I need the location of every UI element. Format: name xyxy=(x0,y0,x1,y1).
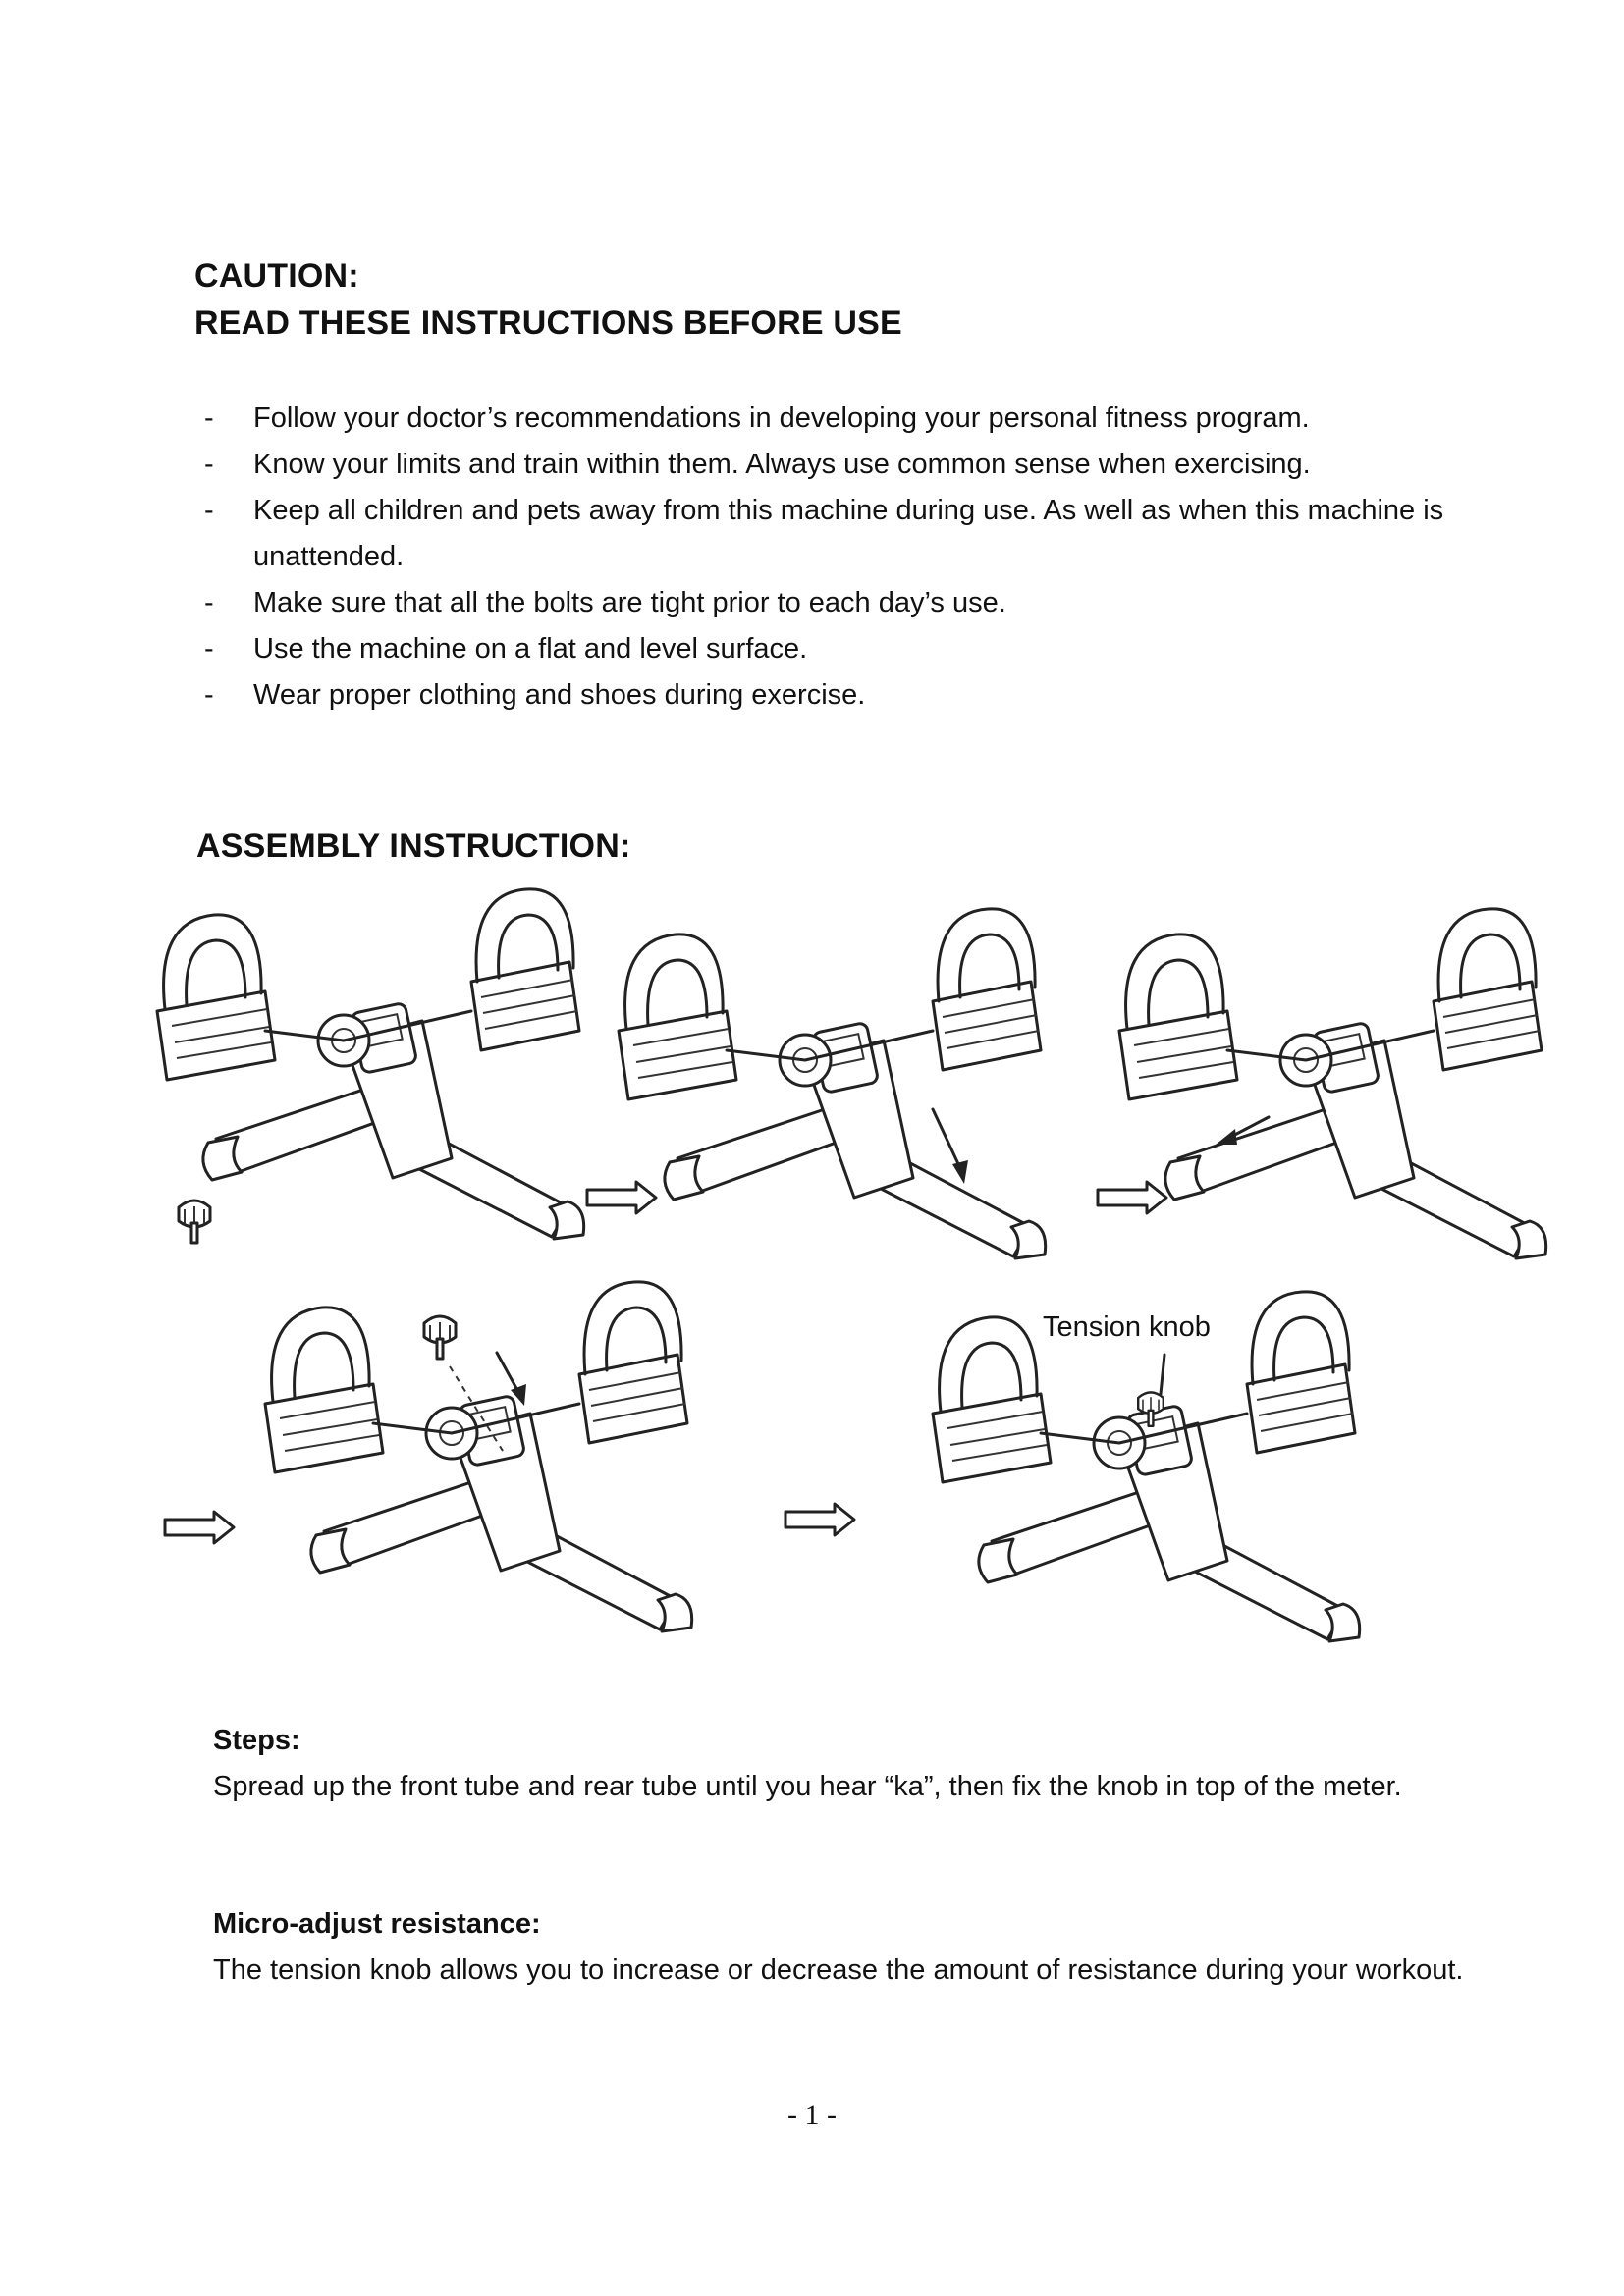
list-item-text: Make sure that all the bolts are tight prior to each day’s use. xyxy=(253,587,1006,618)
page-number: - 1 - xyxy=(787,2099,837,2131)
micro-adjust-heading: Micro-adjust resistance: xyxy=(213,1908,541,1940)
list-item-text: Use the machine on a flat and level surface. xyxy=(253,633,808,665)
tension-knob-label: Tension knob xyxy=(1043,1311,1211,1343)
steps-text: Spread up the front tube and rear tube until you hear “ka”, then fix the knob in top of the meter. xyxy=(213,1771,1402,1802)
arrow-right-icon xyxy=(165,1512,234,1543)
assembly-figure-4 xyxy=(265,1282,692,1631)
bullet-dash: - xyxy=(204,587,214,618)
arrow-right-icon xyxy=(587,1182,656,1213)
micro-adjust-text: The tension knob allows you to increase or decrease the amount of resistance during your workout. xyxy=(213,1954,1464,1986)
assembly-figure-1 xyxy=(157,889,584,1239)
arrow-right-icon xyxy=(1098,1182,1166,1213)
knob-icon xyxy=(424,1316,456,1359)
caution-title: CAUTION: xyxy=(194,257,359,294)
list-item-text: Wear proper clothing and shoes during exercise. xyxy=(253,679,866,711)
down-arrow-icon xyxy=(933,1109,968,1184)
steps-section xyxy=(213,1718,1509,1810)
list-item-text: Know your limits and train within them. Always use common sense when exercising. xyxy=(253,449,1311,480)
assembly-figure-2 xyxy=(619,909,1046,1258)
tension-knob-pointer xyxy=(1161,1355,1164,1394)
micro-adjust-section xyxy=(213,1901,1509,1994)
bullet-dash: - xyxy=(204,449,214,480)
bullet-dash: - xyxy=(204,679,214,711)
assembly-title: ASSEMBLY INSTRUCTION: xyxy=(196,828,631,865)
steps-heading: Steps: xyxy=(213,1725,300,1756)
assembly-figure-3 xyxy=(1119,909,1546,1258)
arrow-right-icon xyxy=(785,1504,854,1535)
caution-subtitle: READ THESE INSTRUCTIONS BEFORE USE xyxy=(194,304,902,342)
bullet-dash: - xyxy=(204,633,214,665)
assembly-figure-5 xyxy=(933,1292,1360,1641)
list-item-text: Keep all children and pets away from this machine during use. As well as when this machine is unattended. xyxy=(253,495,1444,572)
bullet-dash: - xyxy=(204,495,214,526)
knob-icon xyxy=(179,1201,210,1243)
list-item-text: Follow your doctor’s recommendations in developing your personal fitness program. xyxy=(253,402,1310,434)
bullet-dash: - xyxy=(204,402,214,434)
